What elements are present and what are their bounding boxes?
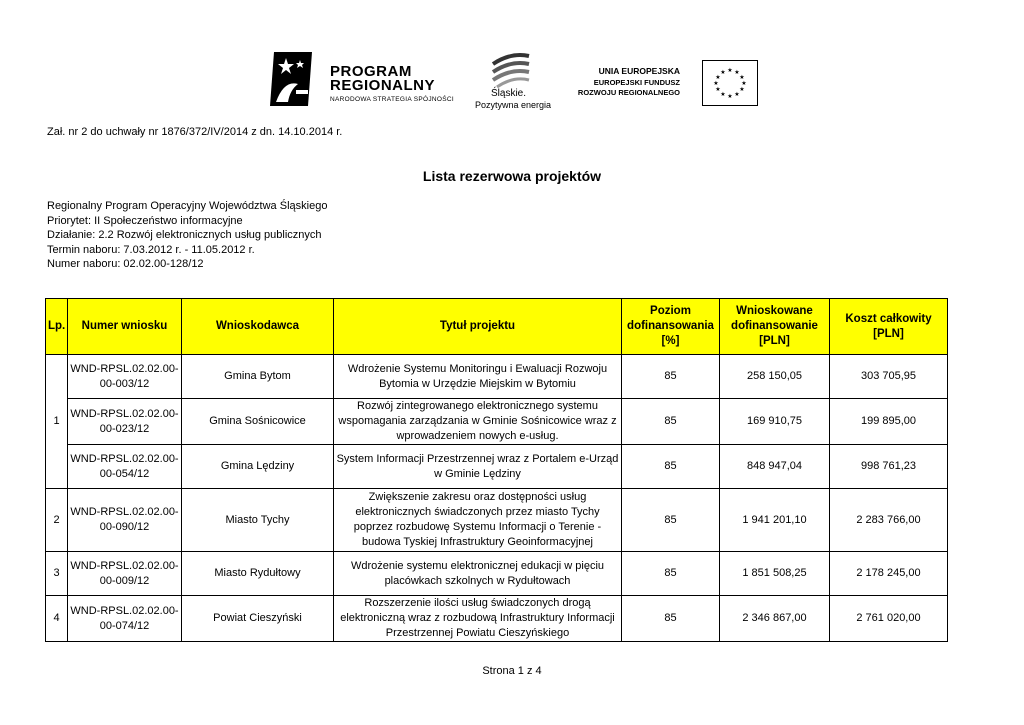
cell-wnioskodawca: Miasto Rydułtowy <box>182 552 334 596</box>
cell-tytul: Rozszerzenie ilości usług świadczonych drogą elektroniczną wraz z rozbudową Infrastruktury Informacji Przestrzennej Powiatu Cieszyńskiego <box>334 596 622 642</box>
slaskie-logo <box>471 50 551 110</box>
svg-text:★: ★ <box>734 91 740 98</box>
info-priority: Priorytet: II Społeczeństwo informacyjne <box>47 214 243 227</box>
cell-numer: WND-RPSL.02.02.00-00-074/12 <box>68 596 182 642</box>
table-row <box>46 355 948 399</box>
slaskie-waves-icon <box>489 50 533 88</box>
ue-line2: EUROPEJSKI FUNDUSZ <box>593 78 680 87</box>
table-row <box>46 489 948 552</box>
cell-koszt: 998 761,23 <box>830 445 948 489</box>
projects-table <box>45 298 948 642</box>
svg-text:★: ★ <box>741 80 747 87</box>
cell-koszt: 303 705,95 <box>830 355 948 399</box>
cell-koszt: 199 895,00 <box>830 399 948 445</box>
ue-line3: ROZWOJU REGIONALNEGO <box>577 88 680 97</box>
header-wnioskowane: Wnioskowane dofinansowanie [PLN] <box>720 299 830 355</box>
page-number: Strona 1 z 4 <box>482 665 542 677</box>
cell-wnioskodawca: Miasto Tychy <box>182 489 334 552</box>
cell-lp: 1 <box>46 355 68 489</box>
cell-lp: 3 <box>46 552 68 596</box>
cell-wnioskowane: 169 910,75 <box>720 399 830 445</box>
svg-text:★: ★ <box>739 74 745 81</box>
cell-lp: 2 <box>46 489 68 552</box>
cell-wnioskodawca: Gmina Lędziny <box>182 445 334 489</box>
table-row <box>46 552 948 596</box>
info-term: Termin naboru: 7.03.2012 r. - 11.05.2012 r. <box>47 243 255 256</box>
cell-koszt: 2 283 766,00 <box>830 489 948 552</box>
table-header-row <box>46 299 948 355</box>
svg-text:★: ★ <box>727 93 733 100</box>
cell-wnioskowane: 258 150,05 <box>720 355 830 399</box>
svg-text:★: ★ <box>720 69 726 76</box>
resolution-reference: Zał. nr 2 do uchwały nr 1876/372/IV/2014 z dn. 14.10.2014 r. <box>47 126 343 138</box>
cell-wnioskowane: 848 947,04 <box>720 445 830 489</box>
pozytywna-energia-text: Pozytywna energia <box>475 100 552 110</box>
cell-lp: 4 <box>46 596 68 642</box>
cell-numer: WND-RPSL.02.02.00-00-023/12 <box>68 399 182 445</box>
cell-numer: WND-RPSL.02.02.00-00-003/12 <box>68 355 182 399</box>
cell-wnioskowane: 1 851 508,25 <box>720 552 830 596</box>
cell-tytul: Wdrożenie systemu elektronicznej edukacji w pięciu placówkach szkolnych w Rydułtowach <box>334 552 622 596</box>
header-logos <box>268 48 758 110</box>
header-lp: Lp. <box>46 299 68 355</box>
cell-wnioskodawca: Gmina Bytom <box>182 355 334 399</box>
program-regionalny-logo <box>268 48 458 110</box>
cell-wnioskowane: 2 346 867,00 <box>720 596 830 642</box>
cell-koszt: 2 761 020,00 <box>830 596 948 642</box>
ue-logo <box>560 60 758 106</box>
cell-poziom: 85 <box>622 399 720 445</box>
cell-tytul: Wdrożenie Systemu Monitoringu i Ewaluacji Rozwoju Bytomia w Urzędzie Miejskim w Bytomiu <box>334 355 622 399</box>
info-program: Regionalny Program Operacyjny Województwa Śląskiego <box>47 200 328 212</box>
cell-wnioskodawca: Gmina Sośnicowice <box>182 399 334 445</box>
page-title: Lista rezerwowa projektów <box>422 168 602 184</box>
table-row <box>46 596 948 642</box>
header-numer: Numer wniosku <box>68 299 182 355</box>
cell-numer: WND-RPSL.02.02.00-00-054/12 <box>68 445 182 489</box>
program-regionalny-emblem-icon <box>268 50 314 108</box>
cell-numer: WND-RPSL.02.02.00-00-090/12 <box>68 489 182 552</box>
program-text: PROGRAM <box>330 63 412 80</box>
cell-poziom: 85 <box>622 489 720 552</box>
table-row <box>46 399 948 445</box>
cell-tytul: Rozwój zintegrowanego elektronicznego systemu wspomagania zarządzania w Gminie Sośnicowice wraz z wprowadzeniem nowych e-usług. <box>334 399 622 445</box>
cell-koszt: 2 178 245,00 <box>830 552 948 596</box>
program-info <box>47 199 327 272</box>
header-tytul: Tytuł projektu <box>334 299 622 355</box>
cell-poziom: 85 <box>622 355 720 399</box>
cell-wnioskodawca: Powiat Cieszyński <box>182 596 334 642</box>
svg-text:★: ★ <box>739 86 745 93</box>
info-action: Działanie: 2.2 Rozwój elektronicznych usług publicznych <box>47 229 322 242</box>
nss-text: NARODOWA STRATEGIA SPÓJNOŚCI <box>330 96 454 103</box>
svg-text:★: ★ <box>715 86 721 93</box>
cell-tytul: System Informacji Przestrzennej wraz z Portalem e-Urząd w Gminie Lędziny <box>334 445 622 489</box>
svg-text:★: ★ <box>713 80 719 87</box>
slaskie-text: Śląskie. <box>491 88 527 99</box>
svg-text:★: ★ <box>720 91 726 98</box>
header-koszt: Koszt całkowity [PLN] <box>830 299 948 355</box>
table-row <box>46 445 948 489</box>
cell-wnioskowane: 1 941 201,10 <box>720 489 830 552</box>
regionalny-text: REGIONALNY <box>330 77 436 94</box>
cell-poziom: 85 <box>622 445 720 489</box>
cell-numer: WND-RPSL.02.02.00-00-009/12 <box>68 552 182 596</box>
svg-text:★: ★ <box>727 67 733 74</box>
svg-text:★: ★ <box>734 69 740 76</box>
header-poziom: Poziom dofinansowania [%] <box>622 299 720 355</box>
cell-tytul: Zwiększenie zakresu oraz dostępności usług elektronicznych świadczonych przez miasto Tychy poprzez rozbudowę Systemu Informacji o Terenie - budowa Tyskiej Infrastruktury Geoinformacyjnej <box>334 489 622 552</box>
eu-flag-icon <box>702 60 758 106</box>
header-wnioskodawca: Wnioskodawca <box>182 299 334 355</box>
cell-poziom: 85 <box>622 596 720 642</box>
ue-line1: UNIA EUROPEJSKA <box>598 66 680 76</box>
svg-text:★: ★ <box>715 74 721 81</box>
cell-poziom: 85 <box>622 552 720 596</box>
info-number: Numer naboru: 02.02.00-128/12 <box>47 258 204 271</box>
